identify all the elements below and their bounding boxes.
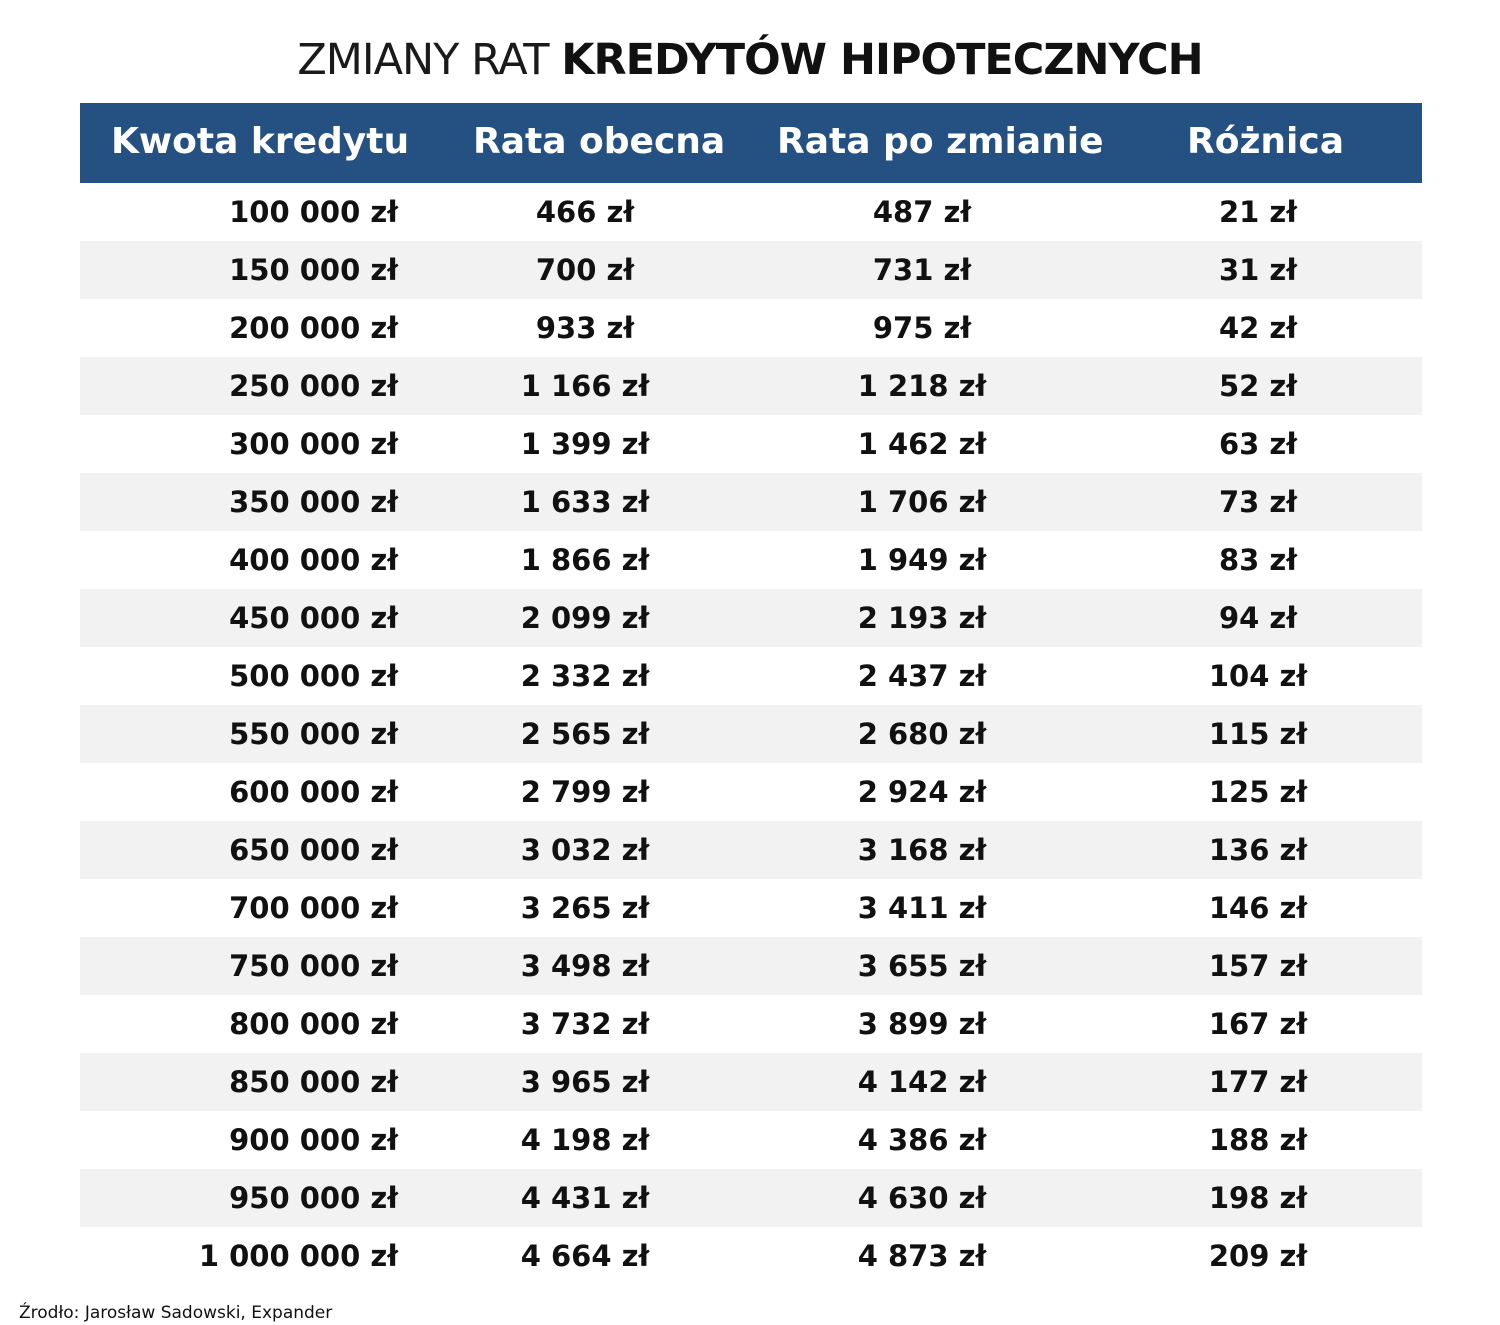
rata-po-zmianie-cell: 1 706 zł bbox=[857, 485, 987, 519]
rata-obecna-cell: 4 198 zł bbox=[520, 1123, 650, 1157]
kwota-kredytu-cell: 500 000 zł bbox=[229, 659, 398, 693]
kwota-kredytu-cell: 550 000 zł bbox=[229, 717, 398, 751]
roznica-cell: 188 zł bbox=[1208, 1123, 1308, 1157]
rata-po-zmianie-cell: 2 924 zł bbox=[857, 775, 987, 809]
roznica-cell: 31 zł bbox=[1218, 253, 1298, 287]
rata-obecna-cell: 2 332 zł bbox=[520, 659, 650, 693]
rata-obecna-cell: 3 732 zł bbox=[520, 1007, 650, 1041]
rata-po-zmianie-cell: 975 zł bbox=[872, 311, 972, 345]
kwota-kredytu-cell: 350 000 zł bbox=[229, 485, 398, 519]
rata-obecna-cell: 2 799 zł bbox=[520, 775, 650, 809]
kwota-kredytu-cell: 150 000 zł bbox=[229, 253, 398, 287]
kwota-kredytu-cell: 650 000 zł bbox=[229, 833, 398, 867]
kwota-kredytu-cell: 900 000 zł bbox=[229, 1123, 398, 1157]
roznica-cell: 136 zł bbox=[1208, 833, 1308, 867]
table-row bbox=[80, 1111, 1422, 1169]
rata-po-zmianie-cell: 1 949 zł bbox=[857, 543, 987, 577]
roznica-cell: 157 zł bbox=[1208, 949, 1308, 983]
rata-obecna-cell: 2 565 zł bbox=[520, 717, 650, 751]
header-roznica: Różnica bbox=[1187, 121, 1345, 162]
roznica-cell: 198 zł bbox=[1208, 1181, 1308, 1215]
kwota-kredytu-cell: 600 000 zł bbox=[229, 775, 398, 809]
table-row bbox=[80, 647, 1422, 705]
roznica-cell: 73 zł bbox=[1218, 485, 1298, 519]
roznica-cell: 52 zł bbox=[1218, 369, 1298, 403]
kwota-kredytu-cell: 300 000 zł bbox=[229, 427, 398, 461]
table-row bbox=[80, 241, 1422, 299]
rata-po-zmianie-cell: 1 462 zł bbox=[857, 427, 987, 461]
chart-title bbox=[0, 30, 1500, 90]
header-rata-po-zmianie: Rata po zmianie bbox=[777, 121, 1104, 162]
title-bold: KREDYTÓW HIPOTECZNYCH bbox=[561, 35, 1203, 85]
roznica-cell: 177 zł bbox=[1208, 1065, 1308, 1099]
rata-po-zmianie-cell: 2 680 zł bbox=[857, 717, 987, 751]
rata-po-zmianie-cell: 3 899 zł bbox=[857, 1007, 987, 1041]
rata-obecna-cell: 3 032 zł bbox=[520, 833, 650, 867]
rata-po-zmianie-cell: 2 193 zł bbox=[857, 601, 987, 635]
kwota-kredytu-cell: 100 000 zł bbox=[229, 195, 398, 229]
rata-obecna-cell: 3 265 zł bbox=[520, 891, 650, 925]
rata-obecna-cell: 1 399 zł bbox=[520, 427, 650, 461]
kwota-kredytu-cell: 800 000 zł bbox=[229, 1007, 398, 1041]
rata-po-zmianie-cell: 731 zł bbox=[872, 253, 972, 287]
rata-po-zmianie-cell: 3 655 zł bbox=[857, 949, 987, 983]
rata-po-zmianie-cell: 487 zł bbox=[872, 195, 972, 229]
table-row bbox=[80, 589, 1422, 647]
rata-obecna-cell: 1 633 zł bbox=[520, 485, 650, 519]
header-rata-obecna: Rata obecna bbox=[473, 121, 726, 162]
rata-po-zmianie-cell: 4 386 zł bbox=[857, 1123, 987, 1157]
title-light: ZMIANY RAT bbox=[297, 35, 549, 85]
table-row bbox=[80, 763, 1422, 821]
table-row bbox=[80, 357, 1422, 415]
header-kwota-kredytu: Kwota kredytu bbox=[111, 121, 410, 162]
kwota-kredytu-cell: 1 000 000 zł bbox=[198, 1239, 398, 1273]
roznica-cell: 42 zł bbox=[1218, 311, 1298, 345]
roznica-cell: 146 zł bbox=[1208, 891, 1308, 925]
source-note bbox=[19, 1301, 332, 1325]
kwota-kredytu-cell: 750 000 zł bbox=[229, 949, 398, 983]
roznica-cell: 83 zł bbox=[1218, 543, 1298, 577]
table-body bbox=[80, 183, 1422, 1285]
table-row bbox=[80, 183, 1422, 241]
roznica-cell: 125 zł bbox=[1208, 775, 1308, 809]
rata-obecna-cell: 1 166 zł bbox=[520, 369, 650, 403]
table-row bbox=[80, 473, 1422, 531]
source-label: Źrodło: bbox=[19, 1303, 80, 1323]
rata-po-zmianie-cell: 3 168 zł bbox=[857, 833, 987, 867]
rata-po-zmianie-cell: 1 218 zł bbox=[857, 369, 987, 403]
table-header bbox=[80, 103, 1422, 183]
kwota-kredytu-cell: 250 000 zł bbox=[229, 369, 398, 403]
rata-obecna-cell: 4 431 zł bbox=[520, 1181, 650, 1215]
table-row bbox=[80, 821, 1422, 879]
rata-po-zmianie-cell: 4 873 zł bbox=[857, 1239, 987, 1273]
rata-po-zmianie-cell: 4 142 zł bbox=[857, 1065, 987, 1099]
rata-obecna-cell: 700 zł bbox=[535, 253, 635, 287]
table-row bbox=[80, 531, 1422, 589]
table-row bbox=[80, 879, 1422, 937]
kwota-kredytu-cell: 950 000 zł bbox=[229, 1181, 398, 1215]
kwota-kredytu-cell: 400 000 zł bbox=[229, 543, 398, 577]
rata-po-zmianie-cell: 3 411 zł bbox=[857, 891, 987, 925]
payment-table bbox=[80, 103, 1422, 1285]
roznica-cell: 104 zł bbox=[1208, 659, 1308, 693]
kwota-kredytu-cell: 200 000 zł bbox=[229, 311, 398, 345]
rata-po-zmianie-cell: 2 437 zł bbox=[857, 659, 987, 693]
source-value: Jarosław Sadowski, Expander bbox=[84, 1303, 333, 1323]
roznica-cell: 94 zł bbox=[1218, 601, 1298, 635]
rata-obecna-cell: 3 965 zł bbox=[520, 1065, 650, 1099]
rata-po-zmianie-cell: 4 630 zł bbox=[857, 1181, 987, 1215]
table-row bbox=[80, 1227, 1422, 1285]
table-row bbox=[80, 995, 1422, 1053]
rata-obecna-cell: 3 498 zł bbox=[520, 949, 650, 983]
roznica-cell: 21 zł bbox=[1218, 195, 1298, 229]
rata-obecna-cell: 1 866 zł bbox=[520, 543, 650, 577]
rata-obecna-cell: 466 zł bbox=[535, 195, 635, 229]
kwota-kredytu-cell: 850 000 zł bbox=[229, 1065, 398, 1099]
table-row bbox=[80, 299, 1422, 357]
table-row bbox=[80, 1169, 1422, 1227]
table-row bbox=[80, 937, 1422, 995]
kwota-kredytu-cell: 700 000 zł bbox=[229, 891, 398, 925]
table-row bbox=[80, 1053, 1422, 1111]
roznica-cell: 115 zł bbox=[1208, 717, 1308, 751]
rata-obecna-cell: 933 zł bbox=[535, 311, 635, 345]
rata-obecna-cell: 4 664 zł bbox=[520, 1239, 650, 1273]
table-row bbox=[80, 705, 1422, 763]
rata-obecna-cell: 2 099 zł bbox=[520, 601, 650, 635]
roznica-cell: 209 zł bbox=[1208, 1239, 1308, 1273]
table-row bbox=[80, 415, 1422, 473]
kwota-kredytu-cell: 450 000 zł bbox=[229, 601, 398, 635]
roznica-cell: 63 zł bbox=[1218, 427, 1298, 461]
roznica-cell: 167 zł bbox=[1208, 1007, 1308, 1041]
